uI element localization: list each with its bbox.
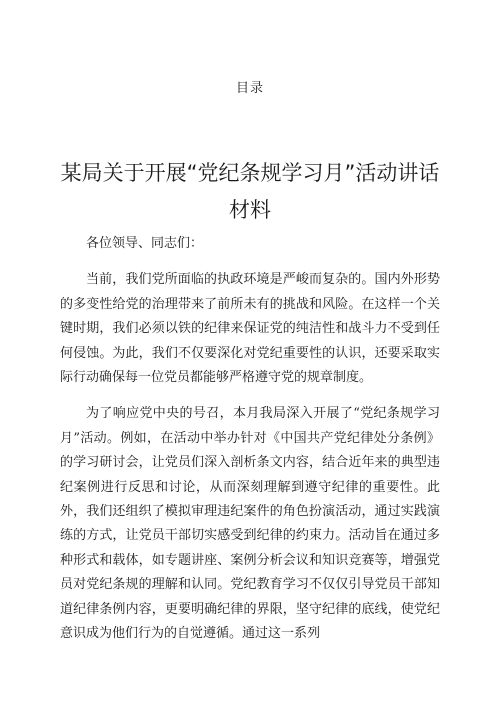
toc-label: 目录 xyxy=(235,81,264,96)
paragraph-2: 为了响应党中央的号召，本月我局深入开展了“党纪条规学习月”活动。例如，在活动中举办针对《中国共产党纪律处分条例》的学习研讨会，让党员们深入剖析条文内容，结合近年来的典型违纪案例进行反思和讨论，从而深刻理解到遵守纪律的重要性。此外，我们还组织了模拟审理违纪案件的角色扮演活动，通过实践演练的方式，让党员干部切实感受到纪律的约束力。活动旨在通过多种形式和载体，如专题讲座、案例分析会议和知识竞赛等，增强党员对党纪条规的理解和认同。党纪教育学习不仅仅引导党员干部知道纪律条例内容，更要明确纪律的界限，坚守纪律的底线，使党纪意识成为他们行为的自觉遵循。通过这一系列 xyxy=(60,406,440,642)
document-body xyxy=(60,232,440,659)
paragraph-1: 当前，我们党所面临的执政环境是严峻而复杂的。国内外形势的多变性给党的治理带来了前所未有的挑战和风险。在这样一个关键时期，我们必须以铁的纪律来保证党的纯洁性和战斗力不受到任何侵蚀。为此，我们不仅要深化对党纪重要性的认识，还要采取实际行动确保每一位党员都能够严格遵守党的规章制度。 xyxy=(60,272,440,386)
salutation: 各位领导、同志们： xyxy=(86,236,204,251)
document-title: 某局关于开展“党纪条规学习月”活动讲话材料 xyxy=(60,161,440,222)
